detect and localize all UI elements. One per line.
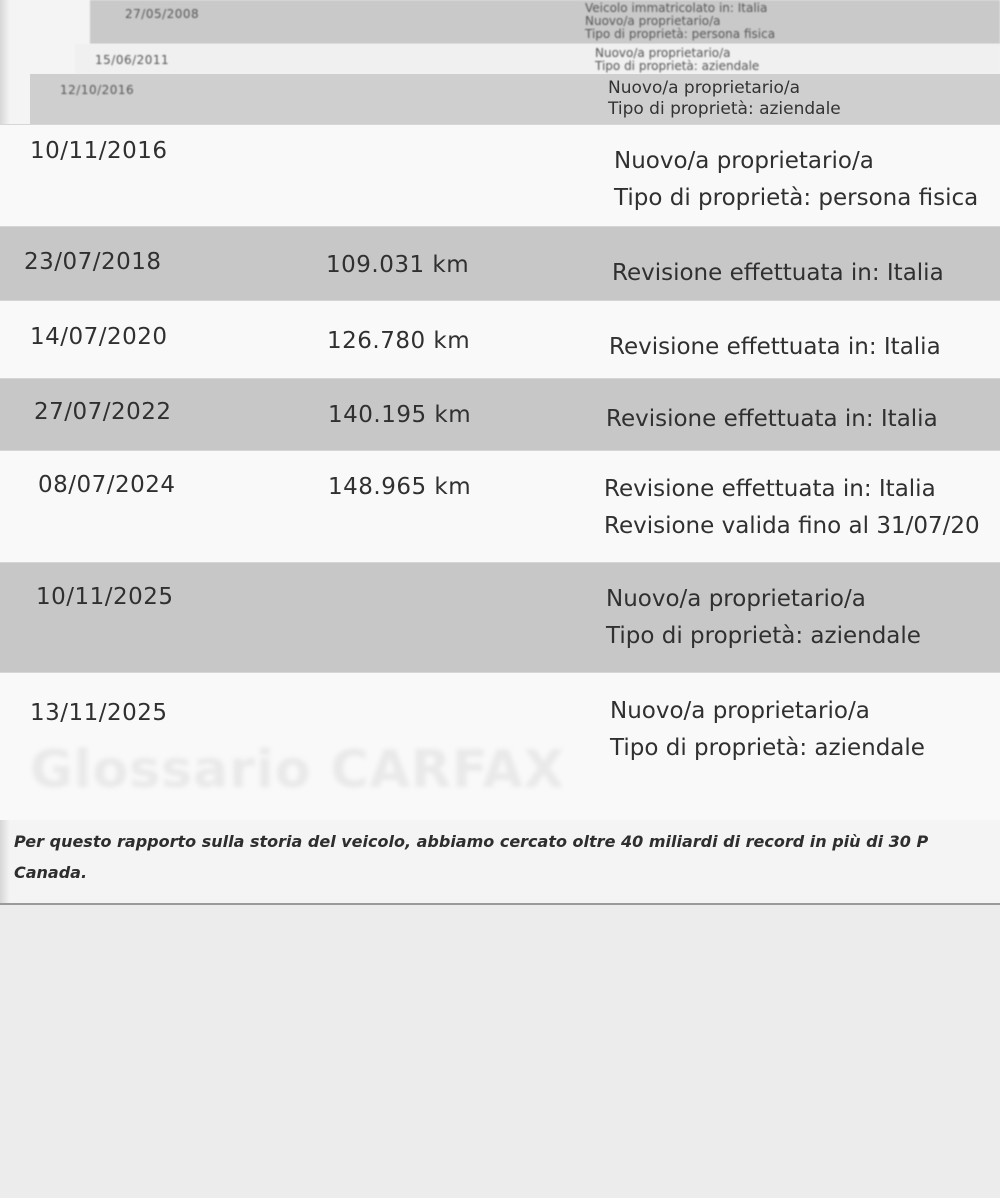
row-date: 27/07/2022	[34, 399, 172, 425]
row-date: 12/10/2016	[60, 83, 135, 97]
row-description: Nuovo/a proprietario/a Tipo di proprietà: aziendale	[595, 46, 760, 73]
row-description: Revisione effettuata in: Italia	[606, 406, 938, 432]
row-description: Revisione effettuata in: Italia	[612, 260, 944, 286]
history-row	[0, 300, 1000, 378]
carfax-watermark: Glossario CARFAX	[30, 740, 565, 800]
row-description: Revisione effettuata in: Italia Revisione valida fino al 31/07/20	[604, 476, 980, 539]
row-date: 15/06/2011	[95, 53, 170, 67]
row-description: Revisione effettuata in: Italia	[609, 334, 941, 360]
history-row-blurred	[30, 74, 1000, 124]
row-mileage: 140.195 km	[328, 402, 472, 428]
footer-note: Per questo rapporto sulla storia del veicolo, abbiamo cercato oltre 40 miliardi di record in più di 30 P Canada.	[14, 832, 929, 882]
row-date: 10/11/2025	[36, 584, 174, 610]
row-description: Veicolo immatricolato in: Italia Nuovo/a proprietario/a Tipo di proprietà: persona fisica	[585, 1, 776, 41]
row-mileage: 109.031 km	[326, 252, 470, 278]
row-date: 23/07/2018	[24, 249, 162, 275]
row-date: 10/11/2016	[30, 138, 168, 164]
row-mileage: 148.965 km	[328, 474, 472, 500]
row-description: Nuovo/a proprietario/a Tipo di proprietà: aziendale	[610, 698, 925, 761]
history-row	[0, 450, 1000, 562]
history-row	[0, 562, 1000, 672]
page-bottom-edge	[0, 903, 1000, 905]
row-description: Nuovo/a proprietario/a Tipo di proprietà: aziendale	[606, 586, 921, 649]
history-row	[0, 378, 1000, 450]
row-mileage: 126.780 km	[327, 328, 471, 354]
row-description: Nuovo/a proprietario/a Tipo di proprietà: persona fisica	[614, 148, 979, 211]
row-date: 27/05/2008	[125, 7, 200, 21]
history-row	[0, 124, 1000, 226]
history-row-blurred	[90, 0, 1000, 44]
history-row-blurred	[75, 44, 1000, 74]
row-description: Nuovo/a proprietario/a Tipo di proprietà: aziendale	[608, 78, 841, 119]
row-date: 13/11/2025	[30, 700, 168, 726]
row-date: 08/07/2024	[38, 472, 176, 498]
row-date: 14/07/2020	[30, 324, 168, 350]
history-row	[0, 226, 1000, 300]
